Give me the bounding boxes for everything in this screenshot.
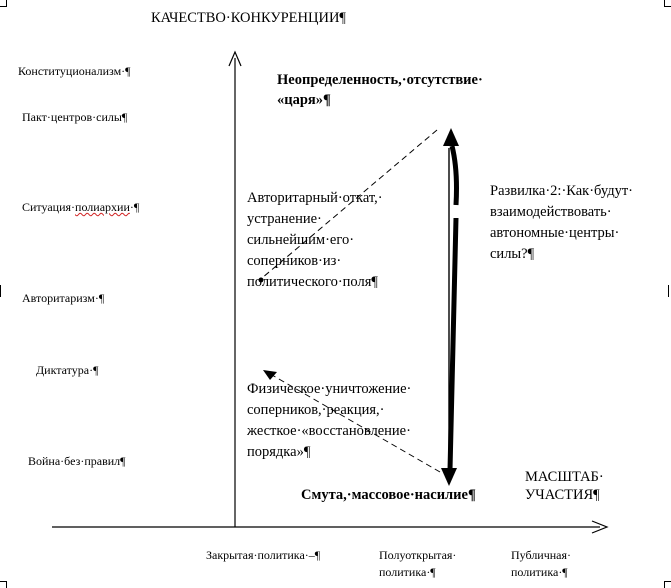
y-level-polyarchy [22,200,139,214]
thin-arrow-down-head [441,468,457,486]
node-uncertainty-line2: «царя»¶ [277,92,331,108]
annotation-rollback-line4: соперников·из· [247,253,342,269]
x-level-semi-open-line1: Полуоткрытая· [379,548,457,562]
annotation-destruction-line1: Физическое·уничтожение· [247,381,412,397]
x-level-public-line2: политика·¶ [511,565,568,579]
y-level-polyarchy-part3: ·¶ [129,200,140,214]
y-level-power-pact: Пакт·центров·силы¶ [22,110,128,124]
y-level-war-without-rules: Война·без·правил¶ [28,454,126,468]
annotation-destruction-line3: жесткое·«восстановление· [247,423,411,439]
annotation-rollback-line5: политического·поля¶ [247,274,378,290]
annotation-fork-line4: силы?¶ [490,246,535,262]
annotation-fork-line2: взаимодействовать· [490,204,612,220]
thick-arrow-up-head [443,128,459,146]
x-level-closed: Закрытая·политика·–¶ [206,548,321,562]
y-level-dictatorship: Диктатура·¶ [36,363,99,377]
x-axis-title-line1: МАСШТАБ· [525,469,604,485]
annotation-rollback-line3: сильнейшим·его· [247,232,355,248]
annotation-rollback-line1: Авторитарный·откат,· [247,190,383,206]
annotation-destruction-line2: соперников,·реакция,· [247,402,385,418]
x-level-public-line1: Публичная· [511,548,572,562]
annotation-fork-line3: автономные·центры· [490,225,620,241]
x-level-semi-open-line2: политика·¶ [379,565,436,579]
thick-arrow-up [450,146,457,470]
y-level-constitutionalism: Конституционализм·¶ [18,64,131,78]
y-level-polyarchy-part1: Ситуация· [22,200,76,214]
x-axis-title-line2: УЧАСТИЯ¶ [525,487,600,503]
y-level-authoritarianism: Авторитаризм·¶ [22,291,105,305]
node-uncertainty-line1: Неопределенность,·отсутствие· [277,72,483,88]
node-turmoil: Смута,·массовое·насилие¶ [301,487,476,503]
destruction-arrowhead [263,370,277,380]
y-axis-title: КАЧЕСТВО·КОНКУРЕНЦИИ¶ [151,10,346,26]
annotation-destruction-line4: порядка»¶ [247,444,311,460]
y-level-polyarchy-part2: полиархии [75,200,130,214]
annotation-rollback-line2: устранение· [247,211,322,227]
annotation-fork-line1: Развилка·2:·Как·будут· [490,183,634,199]
